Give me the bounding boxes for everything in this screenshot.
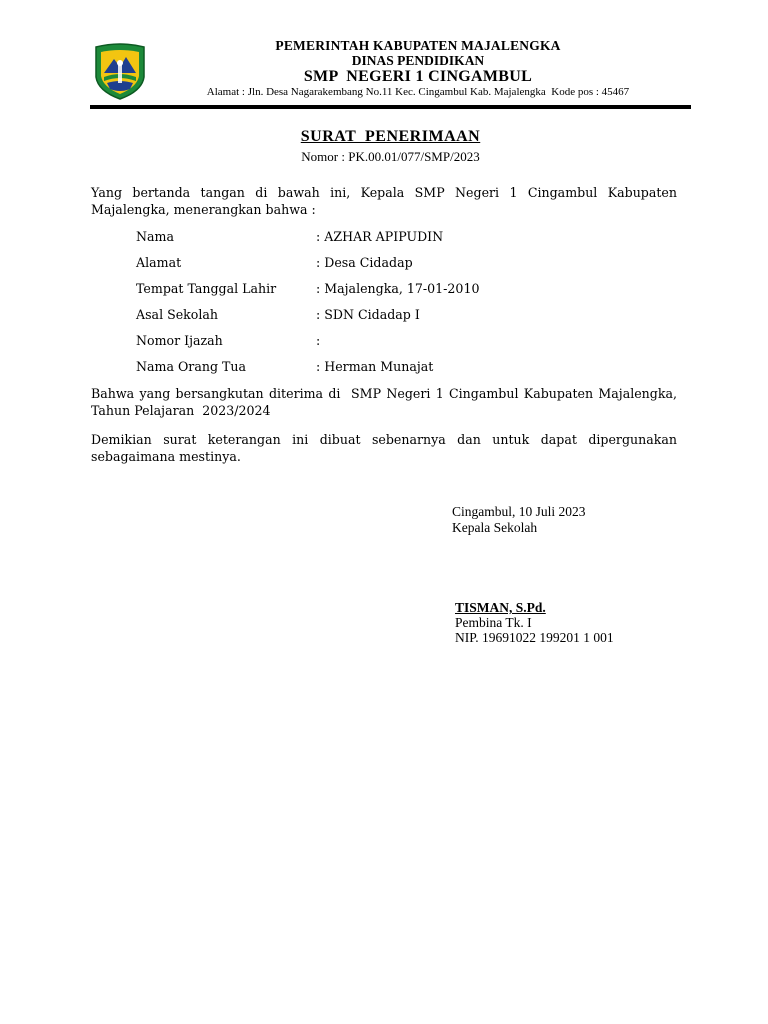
field-label: Nama Orang Tua <box>136 359 247 374</box>
field-value: : <box>316 333 321 348</box>
letter-number: Nomor : PK.00.01/077/SMP/2023 <box>301 149 480 164</box>
field-label: Tempat Tanggal Lahir <box>136 281 277 296</box>
intro-paragraph: Yang bertanda tangan di bawah ini, Kepala SMP Negeri 1 Cingambul Kabupaten Majalengka, menerangkan bahwa : <box>91 185 677 217</box>
field-value: : Majalengka, 17-01-2010 <box>316 281 480 296</box>
field-label: Nomor Ijazah <box>136 333 223 348</box>
letterhead-government: PEMERINTAH KABUPATEN MAJALENGKA <box>275 38 561 53</box>
field-label: Alamat <box>136 255 182 270</box>
signature-name: TISMAN, S.Pd. <box>455 600 546 615</box>
field-label: Asal Sekolah <box>136 307 219 322</box>
signature-nip: NIP. 19691022 199201 1 001 <box>455 630 614 645</box>
field-value: : Desa Cidadap <box>316 255 413 270</box>
field-value: : Herman Munajat <box>316 359 434 374</box>
letterhead-address: Alamat : Jln. Desa Nagarakembang No.11 Kec. Cingambul Kab. Majalengka Kode pos : 45467 <box>206 86 630 98</box>
field-label: Nama <box>136 229 174 244</box>
field-value: : AZHAR APIPUDIN <box>316 229 444 244</box>
signature-place-date: Cingambul, 10 Juli 2023 <box>452 504 586 519</box>
field-value: : SDN Cidadap I <box>316 307 420 322</box>
regency-logo <box>92 43 148 101</box>
letterhead-divider <box>90 105 691 109</box>
letterhead-department: DINAS PENDIDIKAN <box>351 53 485 68</box>
signature-position: Kepala Sekolah <box>452 520 538 535</box>
statement-paragraph: Bahwa yang bersangkutan diterima di SMP Negeri 1 Cingambul Kabupaten Majalengka, Tahun Pelajaran 2023/2024 <box>91 386 682 418</box>
signature-rank: Pembina Tk. I <box>455 615 532 630</box>
closing-paragraph: Demikian surat keterangan ini dibuat sebenarnya dan untuk dapat dipergunakan sebagaimana mestinya. <box>91 432 677 464</box>
letterhead-school-name: SMP NEGERI 1 CINGAMBUL <box>303 68 533 85</box>
letter-title: SURAT PENERIMAAN <box>300 128 481 145</box>
